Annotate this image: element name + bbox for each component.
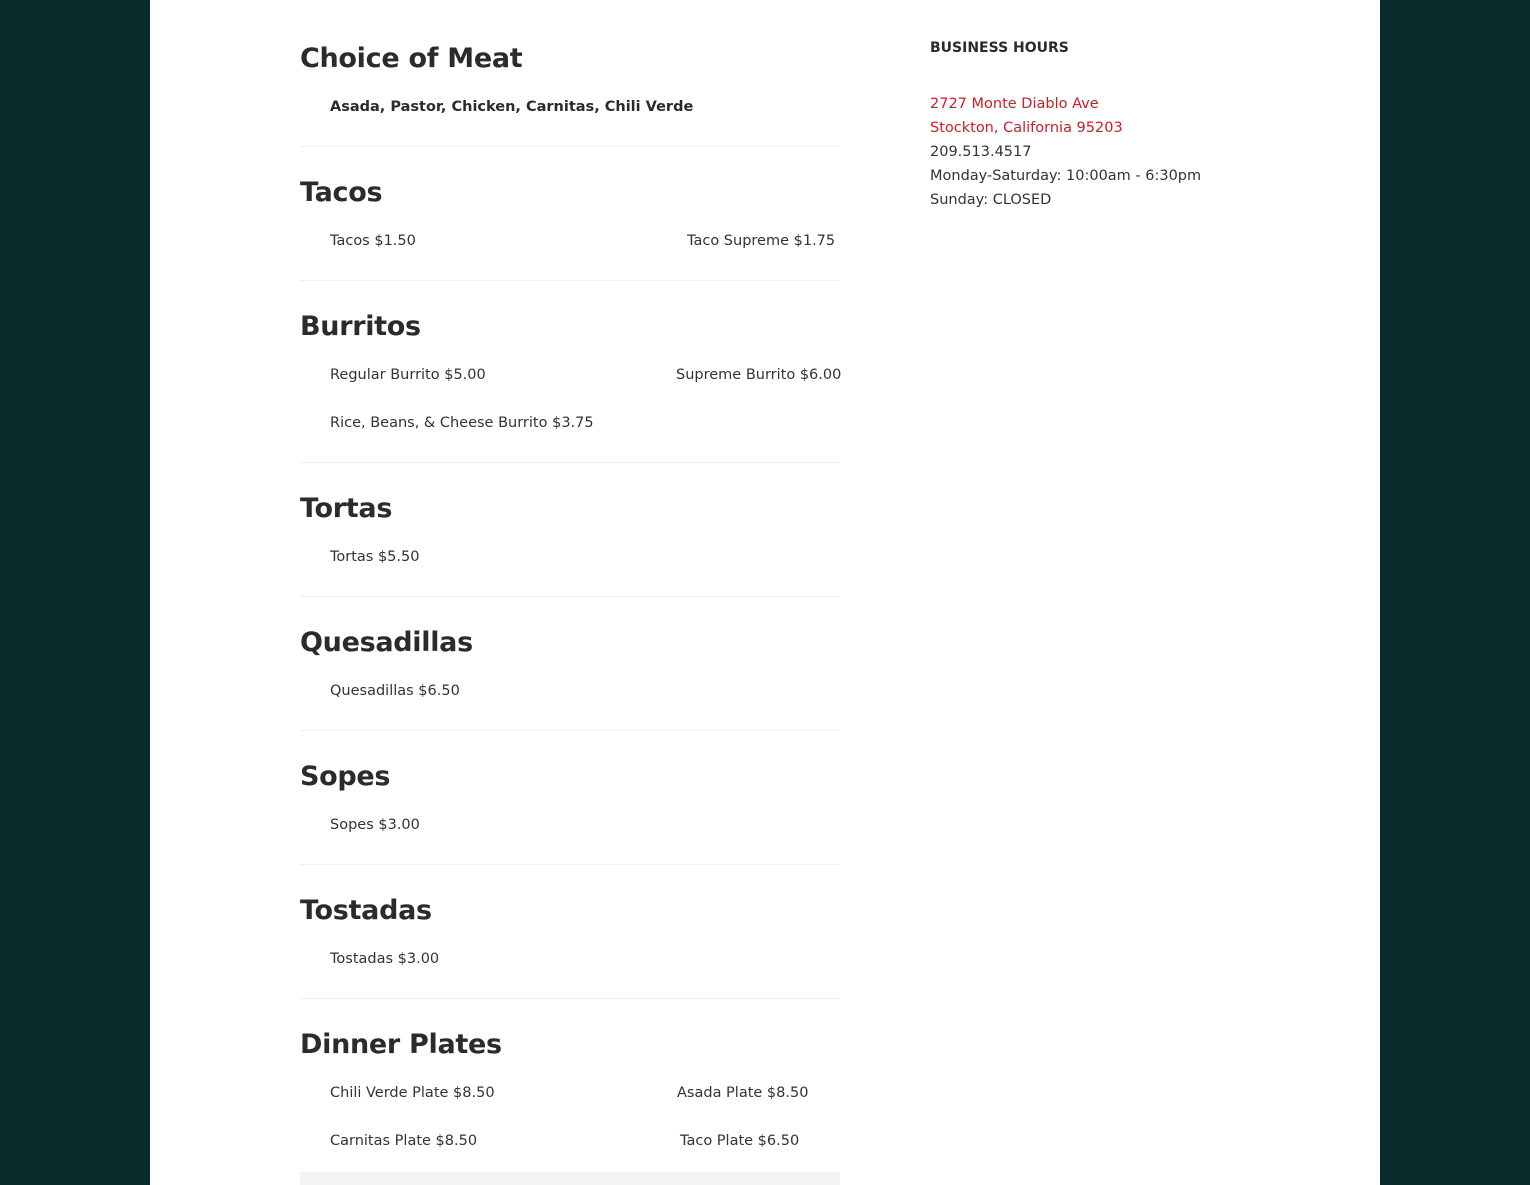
menu-item: Supreme Burrito $6.00 (676, 367, 842, 383)
section-title: Tacos (300, 177, 383, 208)
menu-item: Quesadillas $6.50 (330, 683, 460, 699)
menu-column (300, 0, 840, 1180)
menu-item: Tortas $5.50 (330, 549, 420, 565)
section-title: Tortas (300, 493, 393, 524)
menu-item: Tostadas $3.00 (330, 951, 440, 967)
sunday-hours: Sunday: CLOSED (930, 192, 1052, 208)
weekday-hours: Monday-Saturday: 10:00am - 6:30pm (930, 168, 1202, 184)
address-line-1-link[interactable]: 2727 Monte Diablo Ave (930, 96, 1099, 112)
menu-section-burritos (300, 281, 840, 463)
menu-item: Carnitas Plate $8.50 (330, 1133, 478, 1149)
menu-item: Asada, Pastor, Chicken, Carnitas, Chili Verde (330, 99, 694, 115)
page-content (150, 0, 1380, 1185)
menu-section-tostadas (300, 865, 840, 999)
menu-section-tortas (300, 463, 840, 597)
business-hours-widget (930, 40, 1230, 212)
menu-section-tacos (300, 147, 840, 281)
menu-section-meat (300, 0, 840, 147)
menu-item: Taco Plate $6.50 (680, 1133, 800, 1149)
widget-title: BUSINESS HOURS (930, 40, 1069, 56)
menu-item: Regular Burrito $5.00 (330, 367, 486, 383)
phone-number: 209.513.4517 (930, 144, 1032, 160)
address-line-2-link[interactable]: Stockton, California 95203 (930, 120, 1123, 136)
menu-section-quesadillas (300, 597, 840, 731)
section-title: Choice of Meat (300, 43, 523, 74)
menu-section-sopes (300, 731, 840, 865)
footer-strip (300, 1172, 840, 1185)
section-title: Sopes (300, 761, 391, 792)
section-title: Quesadillas (300, 627, 473, 658)
menu-section-dinner-plates (300, 999, 840, 1180)
menu-item: Tacos $1.50 (330, 233, 416, 249)
section-title: Dinner Plates (300, 1029, 502, 1060)
section-title: Burritos (300, 311, 421, 342)
menu-item: Asada Plate $8.50 (677, 1085, 809, 1101)
section-title: Tostadas (300, 895, 432, 926)
menu-item: Taco Supreme $1.75 (687, 233, 836, 249)
menu-item: Chili Verde Plate $8.50 (330, 1085, 495, 1101)
menu-item: Rice, Beans, & Cheese Burrito $3.75 (330, 415, 594, 431)
menu-item: Sopes $3.00 (330, 817, 420, 833)
